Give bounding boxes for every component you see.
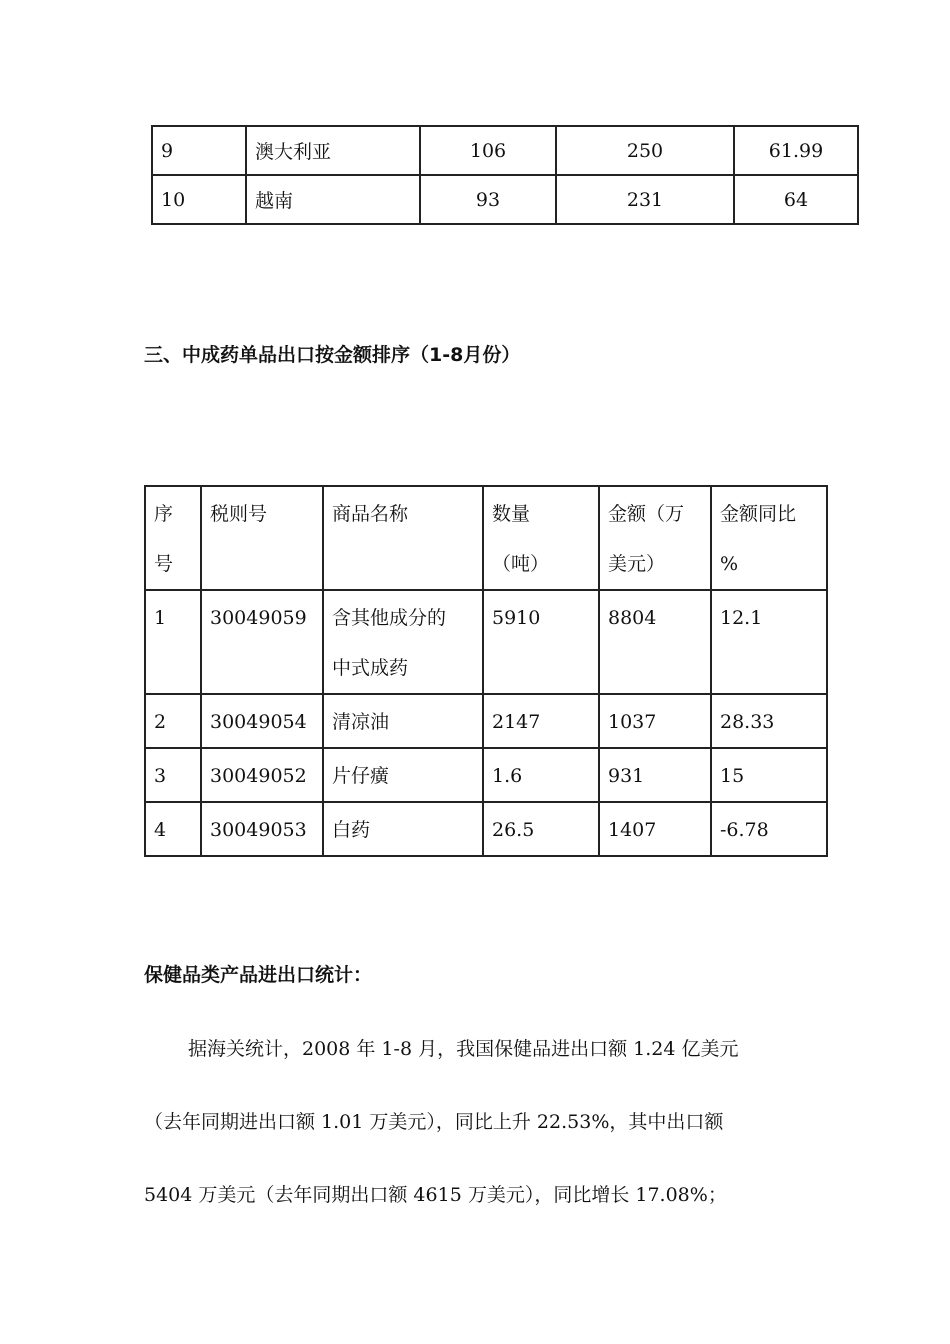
table-cell: 64 (734, 175, 858, 224)
table-row (145, 748, 827, 802)
table-cell: 12.1 (711, 590, 827, 694)
table-cell: 30049053 (201, 802, 323, 856)
table-cell: 30049054 (201, 694, 323, 748)
table-cell: 231 (556, 175, 734, 224)
table-cell: 1 (145, 590, 201, 694)
paragraph-line: （去年同期进出口额 1.01 万美元），同比上升 22.53%，其中出口额 (144, 1111, 724, 1133)
table-row (152, 126, 858, 175)
table-cell: 931 (599, 748, 711, 802)
table-cell: 越南 (246, 175, 420, 224)
table-cell: -6.78 (711, 802, 827, 856)
header-cell: 商品名称 (323, 486, 483, 590)
table-cell: 106 (420, 126, 556, 175)
table-cell: 250 (556, 126, 734, 175)
table-row (145, 802, 827, 856)
table-header-row (145, 486, 827, 590)
table-cell: 1407 (599, 802, 711, 856)
table-cell: 30049059 (201, 590, 323, 694)
header-cell: 金额（万 美元） (599, 486, 711, 590)
table-cell: 1.6 (483, 748, 599, 802)
section-heading: 三、中成药单品出口按金额排序（1-8月份） (144, 344, 521, 366)
table-cell: 10 (152, 175, 246, 224)
header-cell: 数量 （吨） (483, 486, 599, 590)
section-heading: 保健品类产品进出口统计： (144, 964, 373, 986)
paragraph-line: 5404 万美元（去年同期出口额 4615 万美元），同比增长 17.08%； (144, 1184, 727, 1206)
table-cell: 8804 (599, 590, 711, 694)
table-cell: 澳大利亚 (246, 126, 420, 175)
table-cell: 2 (145, 694, 201, 748)
table-cell: 1037 (599, 694, 711, 748)
header-cell: 税则号 (201, 486, 323, 590)
table-cell: 白药 (323, 802, 483, 856)
table-row (145, 590, 827, 694)
table-cell: 4 (145, 802, 201, 856)
paragraph-line: 据海关统计，2008 年 1-8 月，我国保健品进出口额 1.24 亿美元 (188, 1038, 739, 1060)
table-cell: 30049052 (201, 748, 323, 802)
table-cell: 9 (152, 126, 246, 175)
table-cell: 3 (145, 748, 201, 802)
table-cell: 5910 (483, 590, 599, 694)
table-cell: 61.99 (734, 126, 858, 175)
table-row (152, 175, 858, 224)
table-row (145, 694, 827, 748)
table-cell: 含其他成分的 中式成药 (323, 590, 483, 694)
header-cell: 序 号 (145, 486, 201, 590)
table-cell: 93 (420, 175, 556, 224)
table-cell: 2147 (483, 694, 599, 748)
table-cell: 片仔癀 (323, 748, 483, 802)
table-cell: 15 (711, 748, 827, 802)
header-cell: 金额同比 % (711, 486, 827, 590)
table-cell: 清凉油 (323, 694, 483, 748)
country-table (151, 125, 859, 225)
table-cell: 28.33 (711, 694, 827, 748)
table-cell: 26.5 (483, 802, 599, 856)
medicine-export-table (144, 485, 828, 857)
